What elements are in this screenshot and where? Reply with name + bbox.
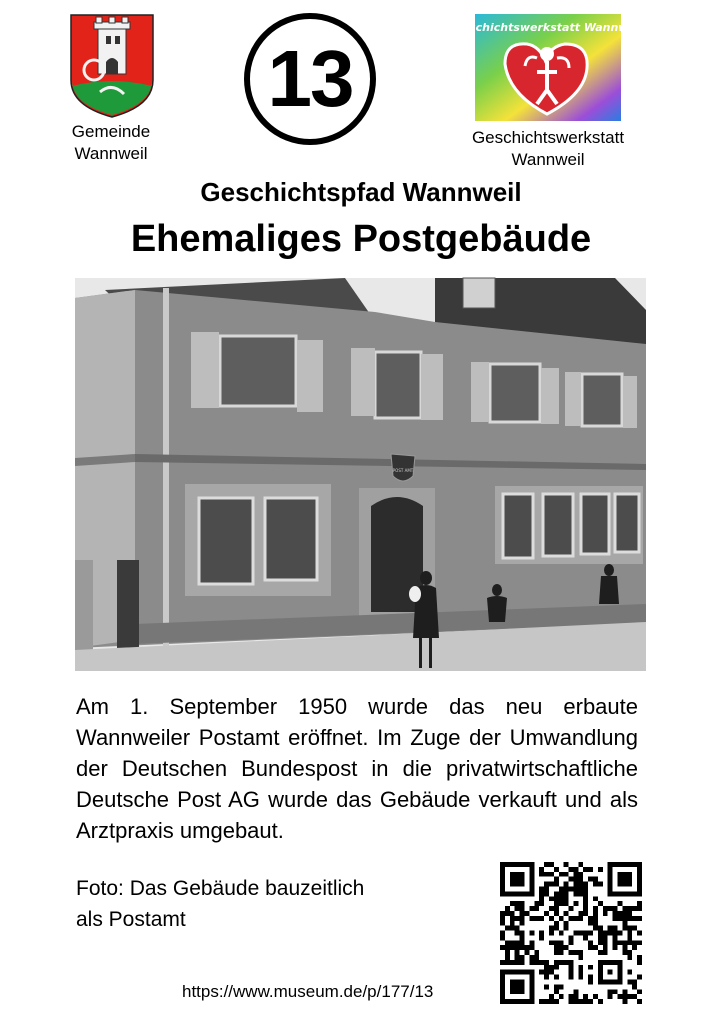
- qr-code[interactable]: [500, 862, 642, 1004]
- photo-post-sign: POST AMT: [392, 468, 414, 473]
- history-workshop-logo-text: Geschichtswerkstatt Wannweil: [452, 21, 644, 34]
- history-workshop-label: [440, 127, 656, 171]
- museum-link[interactable]: https://www.museum.de/p/177/13: [182, 982, 434, 1001]
- station-number-badge: 13: [244, 13, 376, 145]
- photo-caption-line2: als Postamt: [76, 908, 186, 931]
- municipality-label: [44, 121, 178, 165]
- history-workshop-label-line2: Wannweil: [511, 150, 585, 169]
- municipality-label-line1: Gemeinde: [71, 122, 151, 141]
- photo-caption-line1: Foto: Das Gebäude bauzeitlich: [76, 877, 365, 900]
- photo-caption: [76, 873, 476, 935]
- history-workshop-label-line1: Geschichtswerkstatt: [471, 128, 625, 147]
- municipality-label-line2: Wannweil: [74, 144, 148, 163]
- trail-subtitle: Geschichtspfad Wannweil: [200, 177, 522, 207]
- historic-post-office-photo: [75, 278, 646, 671]
- page-title: Ehemaliges Postgebäude: [130, 218, 592, 260]
- description-text: Am 1. September 1950 wurde das neu erbaute Wannweiler Postamt eröffnet. Im Zuge der Umwandlung der Deutschen Bundespost in die privatwirtschaftliche Deutsche Post AG wurde das Gebäude verkauft und als Arztpraxis umgebaut.: [76, 694, 638, 843]
- history-workshop-logo: [452, 14, 644, 121]
- municipality-crest-logo: [70, 14, 154, 118]
